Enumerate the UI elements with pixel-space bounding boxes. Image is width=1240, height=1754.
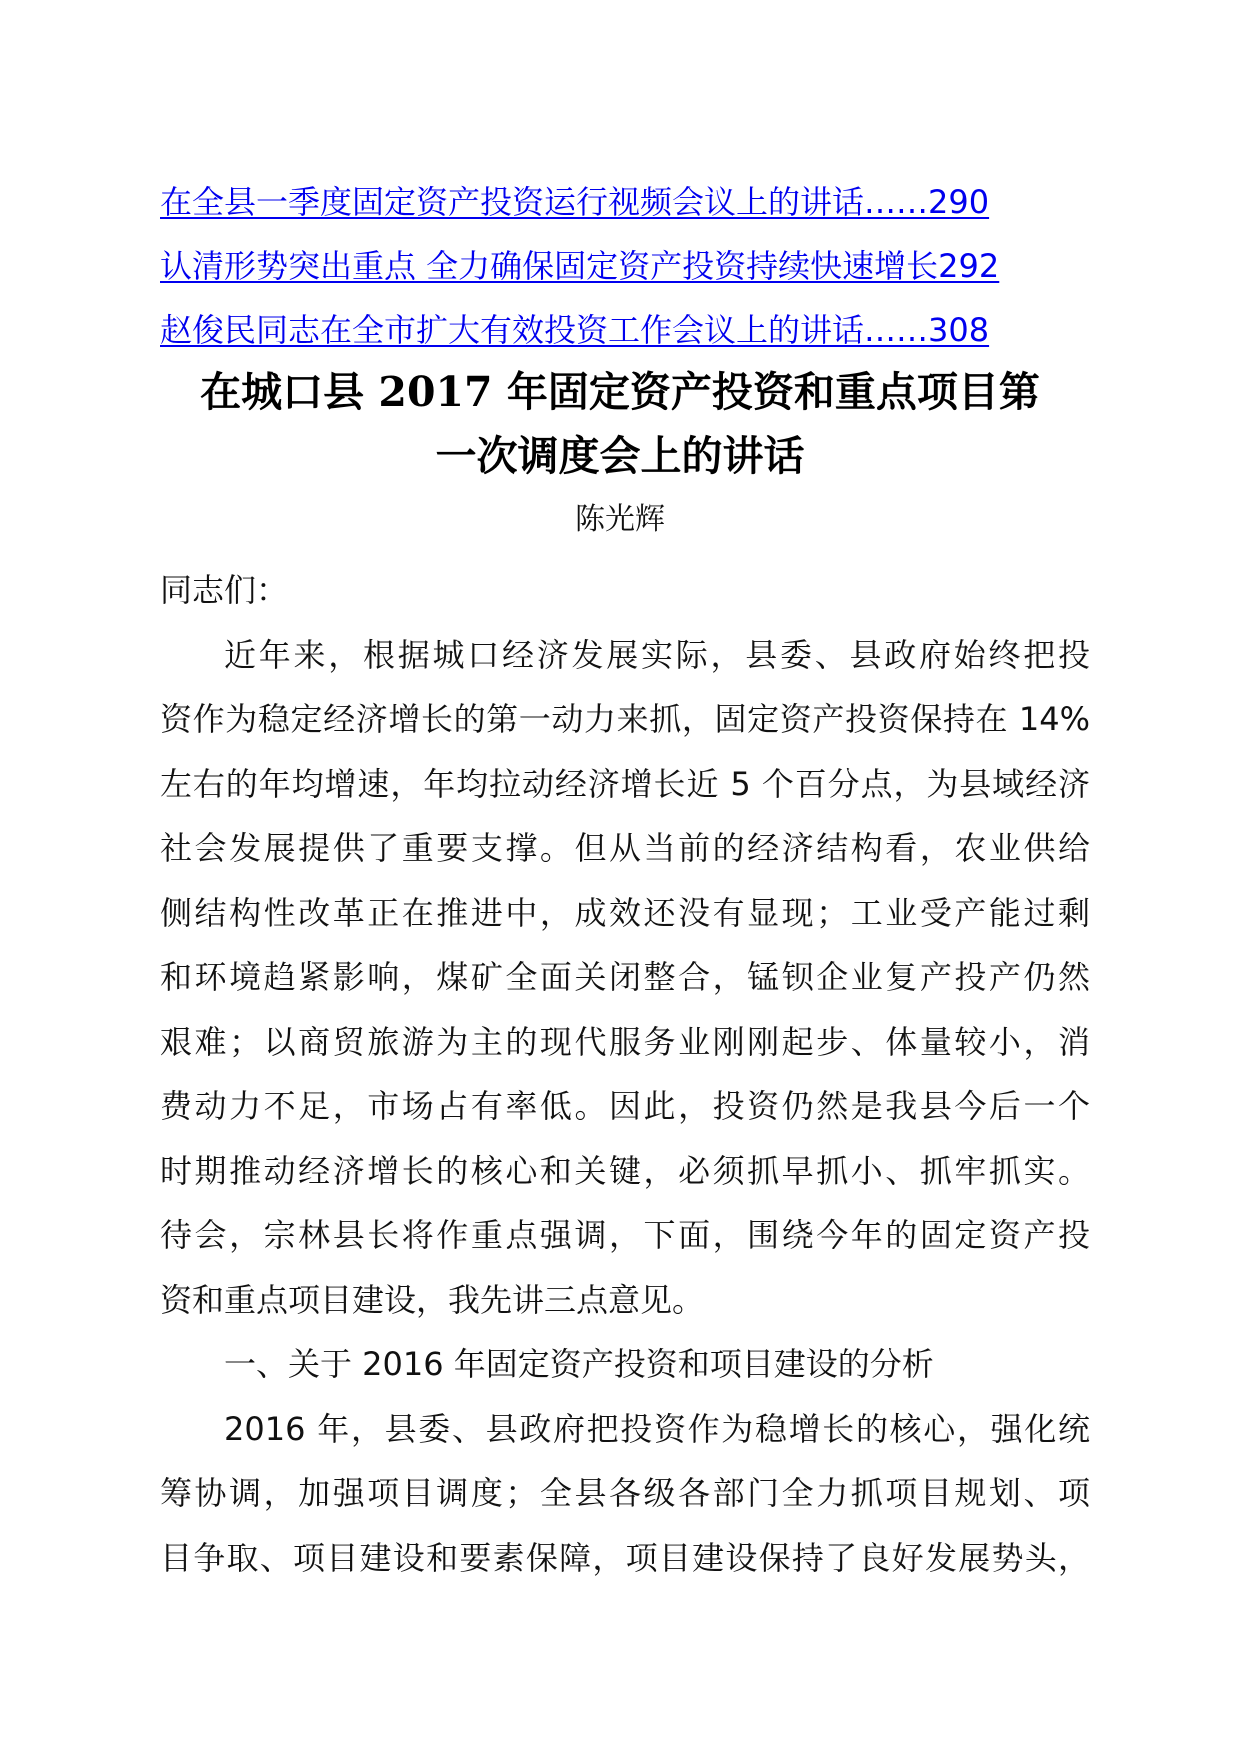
paragraph	[160, 1397, 1090, 1591]
document-title	[140, 360, 1100, 488]
text-line: 近年来，根据城口经济发展实际，县委、县政府始终把投	[224, 635, 1090, 674]
text-line: 侧结构性改革正在推进中，成效还没有显现；工业受产能过剩	[160, 893, 1090, 932]
text-line: 2016 年，县委、县政府把投资作为稳增长的核心，强化统	[224, 1409, 1090, 1448]
toc-link[interactable]: 赵俊民同志在全市扩大有效投资工作会议上的讲话……308	[160, 311, 990, 349]
text-line: 左右的年均增速，年均拉动经济增长近 5 个百分点，为县域经济	[160, 764, 1090, 803]
toc-link[interactable]: 在全县一季度固定资产投资运行视频会议上的讲话……290	[160, 183, 990, 221]
text-line: 资作为稳定经济增长的第一动力来抓，固定资产投资保持在 14%	[160, 700, 1090, 738]
document-body	[160, 558, 1090, 1590]
text-line: 目争取、项目建设和要素保障，项目建设保持了良好发展势头，	[160, 1538, 1090, 1577]
title-line: 一次调度会上的讲话	[435, 432, 805, 480]
author-name: 陈光辉	[575, 502, 665, 537]
text-line: 资和重点项目建设，我先讲三点意见。	[160, 1280, 705, 1319]
salutation: 同志们：	[160, 571, 289, 609]
table-of-contents	[160, 170, 1100, 362]
text-line: 和环境趋紧影响，煤矿全面关闭整合，锰钡企业复产投产仍然	[160, 958, 1090, 996]
text-line: 筹协调，加强项目调度；全县各级各部门全力抓项目规划、项	[160, 1474, 1090, 1512]
paragraph	[160, 623, 1090, 1333]
toc-link[interactable]: 认清形势突出重点 全力确保固定资产投资持续快速增长292	[160, 247, 1000, 285]
title-line: 在城口县 2017 年固定资产投资和重点项目第	[200, 368, 1040, 416]
section-heading: 一、关于 2016 年固定资产投资和项目建设的分析	[224, 1345, 934, 1383]
text-line: 社会发展提供了重要支撑。但从当前的经济结构看，农业供给	[160, 829, 1090, 867]
text-line: 费动力不足，市场占有率低。因此，投资仍然是我县今后一个	[160, 1087, 1090, 1125]
text-line: 待会，宗林县长将作重点强调，下面，围绕今年的固定资产投	[160, 1216, 1090, 1254]
text-line: 时期推动经济增长的核心和关键，必须抓早抓小、抓牢抓实。	[160, 1151, 1090, 1190]
text-line: 艰难；以商贸旅游为主的现代服务业刚刚起步、体量较小，消	[160, 1022, 1090, 1061]
